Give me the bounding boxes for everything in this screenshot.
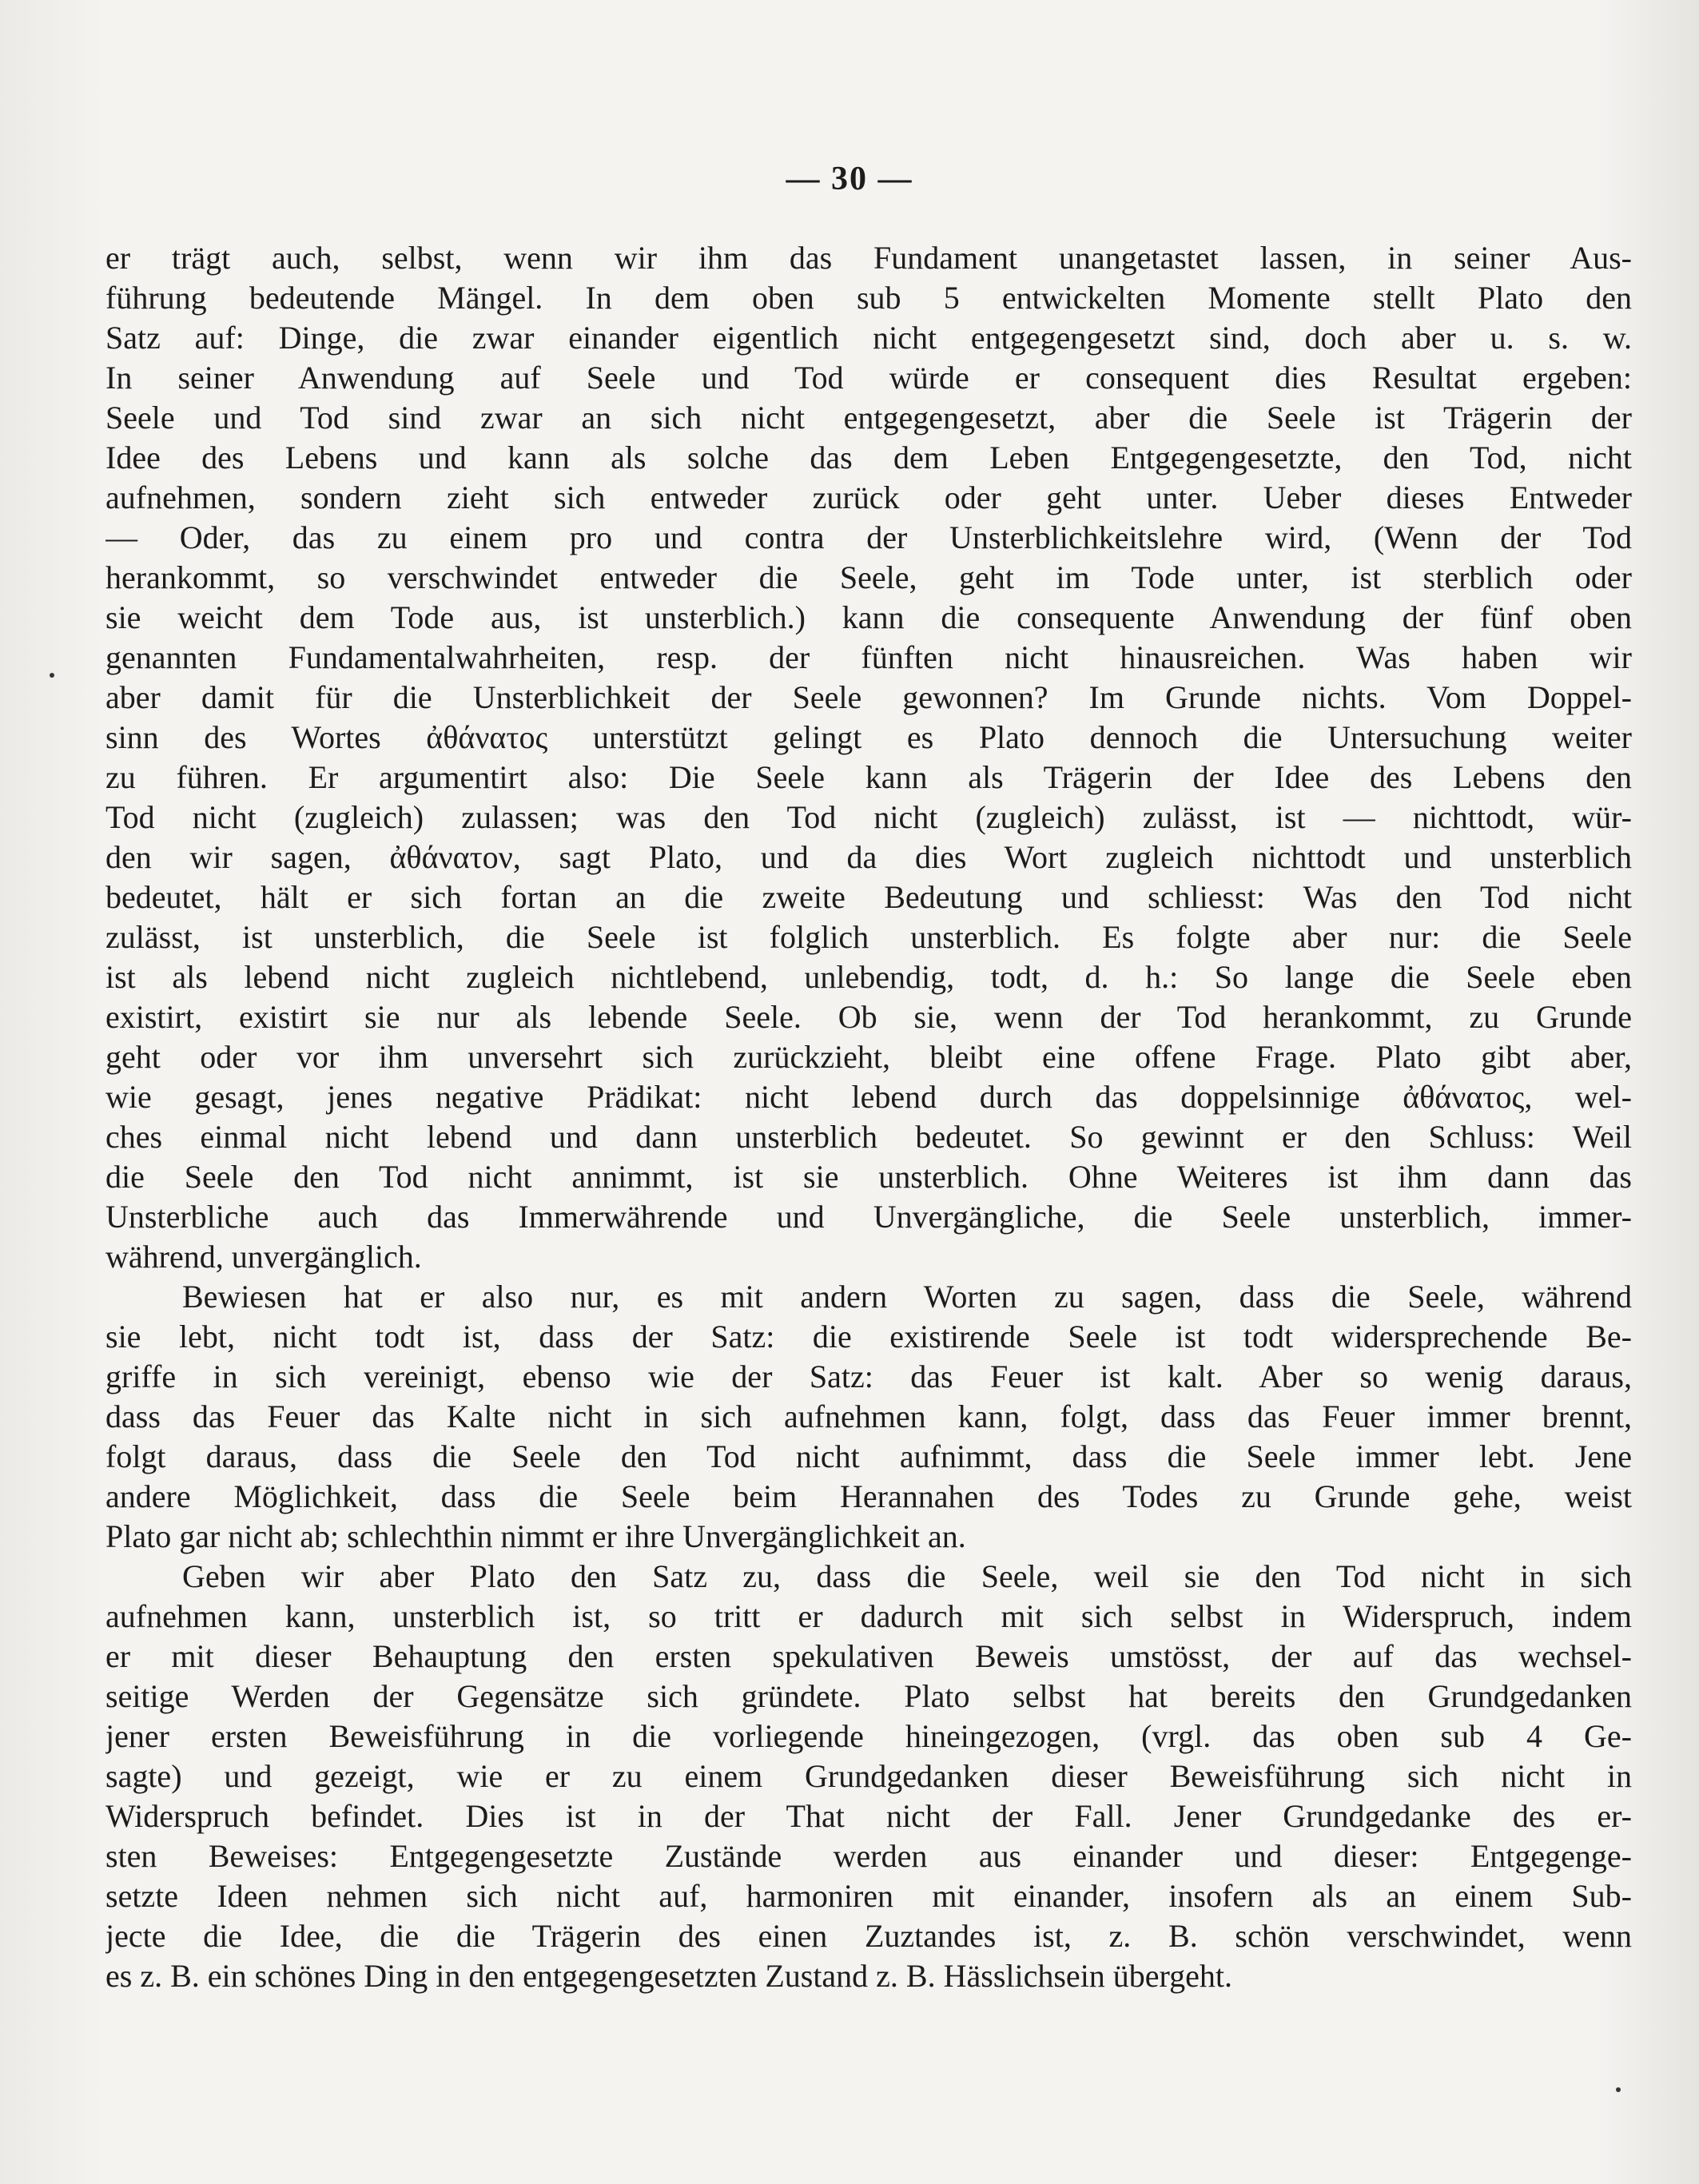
text-line: er mit dieser Behauptung den ersten spekulativen Beweis umstösst, der auf das wechsel-	[105, 1638, 1632, 1674]
text-line: aufnehmen kann, unsterblich ist, so tritt er dadurch mit sich selbst in Widerspruch, indem	[105, 1598, 1632, 1634]
text-line: zu führen. Er argumentirt also: Die Seele kann als Trägerin der Idee des Lebens den	[105, 759, 1632, 795]
text-line: Idee des Lebens und kann als solche das dem Leben Entgegengesetzte, den Tod, nicht	[105, 440, 1632, 475]
text-line: Tod nicht (zugleich) zulassen; was den Tod nicht (zugleich) zulässt, ist — nichttodt, wür-	[105, 799, 1632, 835]
text-line: sagte) und gezeigt, wie er zu einem Grundgedanken dieser Beweisführung sich nicht in	[105, 1758, 1632, 1794]
paragraph-end-line: während, unvergänglich.	[105, 1239, 422, 1275]
text-line: den wir sagen, ἀθάνατον, sagt Plato, und da dies Wort zugleich nichttodt und unsterblich	[105, 839, 1632, 875]
text-line: bedeutet, hält er sich fortan an die zweite Bedeutung und schliesst: Was den Tod nicht	[105, 879, 1632, 915]
paragraph-start-line: Geben wir aber Plato den Satz zu, dass die Seele, weil sie den Tod nicht in sich	[182, 1558, 1632, 1594]
text-line: zulässt, ist unsterblich, die Seele ist folglich unsterblich. Es folgte aber nur: die Seele	[105, 919, 1632, 955]
text-line: sinn des Wortes ἀθάνατος unterstützt gelingt es Plato dennoch die Untersuchung weiter	[105, 719, 1632, 755]
text-line: griffe in sich vereinigt, ebenso wie der Satz: das Feuer ist kalt. Aber so wenig daraus,	[105, 1359, 1632, 1394]
text-line: sten Beweises: Entgegengesetzte Zustände werden aus einander und dieser: Entgegenge-	[105, 1838, 1632, 1874]
text-line: es z. B. ein schönes Ding in den entgegengesetzten Zustand z. B. Hässlichsein übergeht.	[105, 1958, 1233, 1994]
scan-speck	[50, 673, 54, 678]
text-line: führung bedeutende Mängel. In dem oben sub 5 entwickelten Momente stellt Plato den	[105, 280, 1632, 316]
text-line: jecte die Idee, die die Trägerin des einen Zuztandes ist, z. B. schön verschwindet, wenn	[105, 1918, 1632, 1954]
page-number: — 30 —	[786, 161, 913, 197]
text-line: dass das Feuer das Kalte nicht in sich aufnehmen kann, folgt, dass das Feuer immer brennt,	[105, 1398, 1632, 1434]
text-line: seitige Werden der Gegensätze sich gründete. Plato selbst hat bereits den Grundgedanken	[105, 1678, 1632, 1714]
paragraph-start-line: Bewiesen hat er also nur, es mit andern Worten zu sagen, dass die Seele, während	[182, 1279, 1632, 1315]
text-line: Satz auf: Dinge, die zwar einander eigentlich nicht entgegengesetzt sind, doch aber u. s. w.	[105, 320, 1632, 356]
text-line: sie weicht dem Tode aus, ist unsterblich.) kann die consequente Anwendung der fünf oben	[105, 599, 1632, 635]
text-line: Unsterbliche auch das Immerwährende und Unvergängliche, die Seele unsterblich, immer-	[105, 1199, 1632, 1235]
text-line: ches einmal nicht lebend und dann unsterblich bedeutet. So gewinnt er den Schluss: Weil	[105, 1119, 1632, 1155]
text-line: ist als lebend nicht zugleich nichtlebend, unlebendig, todt, d. h.: So lange die Seele eben	[105, 959, 1632, 995]
text-line: wie gesagt, jenes negative Prädikat: nicht lebend durch das doppelsinnige ἀθάνατος, wel-	[105, 1079, 1632, 1115]
text-line: Widerspruch befindet. Dies ist in der That nicht der Fall. Jener Grundgedanke des er-	[105, 1798, 1632, 1834]
text-line: — Oder, das zu einem pro und contra der Unsterblichkeitslehre wird, (Wenn der Tod	[105, 519, 1632, 555]
body-text	[105, 238, 1632, 1996]
text-line: die Seele den Tod nicht annimmt, ist sie unsterblich. Ohne Weiteres ist ihm dann das	[105, 1159, 1632, 1195]
text-line: andere Möglichkeit, dass die Seele beim Herannahen des Todes zu Grunde gehe, weist	[105, 1478, 1632, 1514]
text-line: aufnehmen, sondern zieht sich entweder zurück oder geht unter. Ueber dieses Entweder	[105, 479, 1632, 515]
text-line: jener ersten Beweisführung in die vorliegende hineingezogen, (vrgl. das oben sub 4 Ge-	[105, 1718, 1632, 1754]
scan-speck	[1616, 2087, 1621, 2092]
text-line: aber damit für die Unsterblichkeit der Seele gewonnen? Im Grunde nichts. Vom Doppel-	[105, 679, 1632, 715]
text-line: setzte Ideen nehmen sich nicht auf, harmoniren mit einander, insofern als an einem Sub-	[105, 1878, 1632, 1914]
text-line: sie lebt, nicht todt ist, dass der Satz: die existirende Seele ist todt widersprechende Be-	[105, 1319, 1632, 1355]
text-line: existirt, existirt sie nur als lebende Seele. Ob sie, wenn der Tod herankommt, zu Grunde	[105, 999, 1632, 1035]
paragraph-end-line: Plato gar nicht ab; schlechthin nimmt er ihre Unvergänglichkeit an.	[105, 1518, 966, 1554]
text-line: folgt daraus, dass die Seele den Tod nicht aufnimmt, dass die Seele immer lebt. Jene	[105, 1438, 1632, 1474]
text-line: geht oder vor ihm unversehrt sich zurückzieht, bleibt eine offene Frage. Plato gibt aber,	[105, 1039, 1632, 1075]
text-line: Seele und Tod sind zwar an sich nicht entgegengesetzt, aber die Seele ist Trägerin der	[105, 400, 1632, 436]
text-line: herankommt, so verschwindet entweder die Seele, geht im Tode unter, ist sterblich oder	[105, 559, 1632, 595]
text-line: er trägt auch, selbst, wenn wir ihm das Fundament unangetastet lassen, in seiner Aus-	[105, 240, 1632, 276]
text-line: genannten Fundamentalwahrheiten, resp. der fünften nicht hinausreichen. Was haben wir	[105, 639, 1632, 675]
text-line: In seiner Anwendung auf Seele und Tod würde er consequent dies Resultat ergeben:	[105, 360, 1632, 396]
